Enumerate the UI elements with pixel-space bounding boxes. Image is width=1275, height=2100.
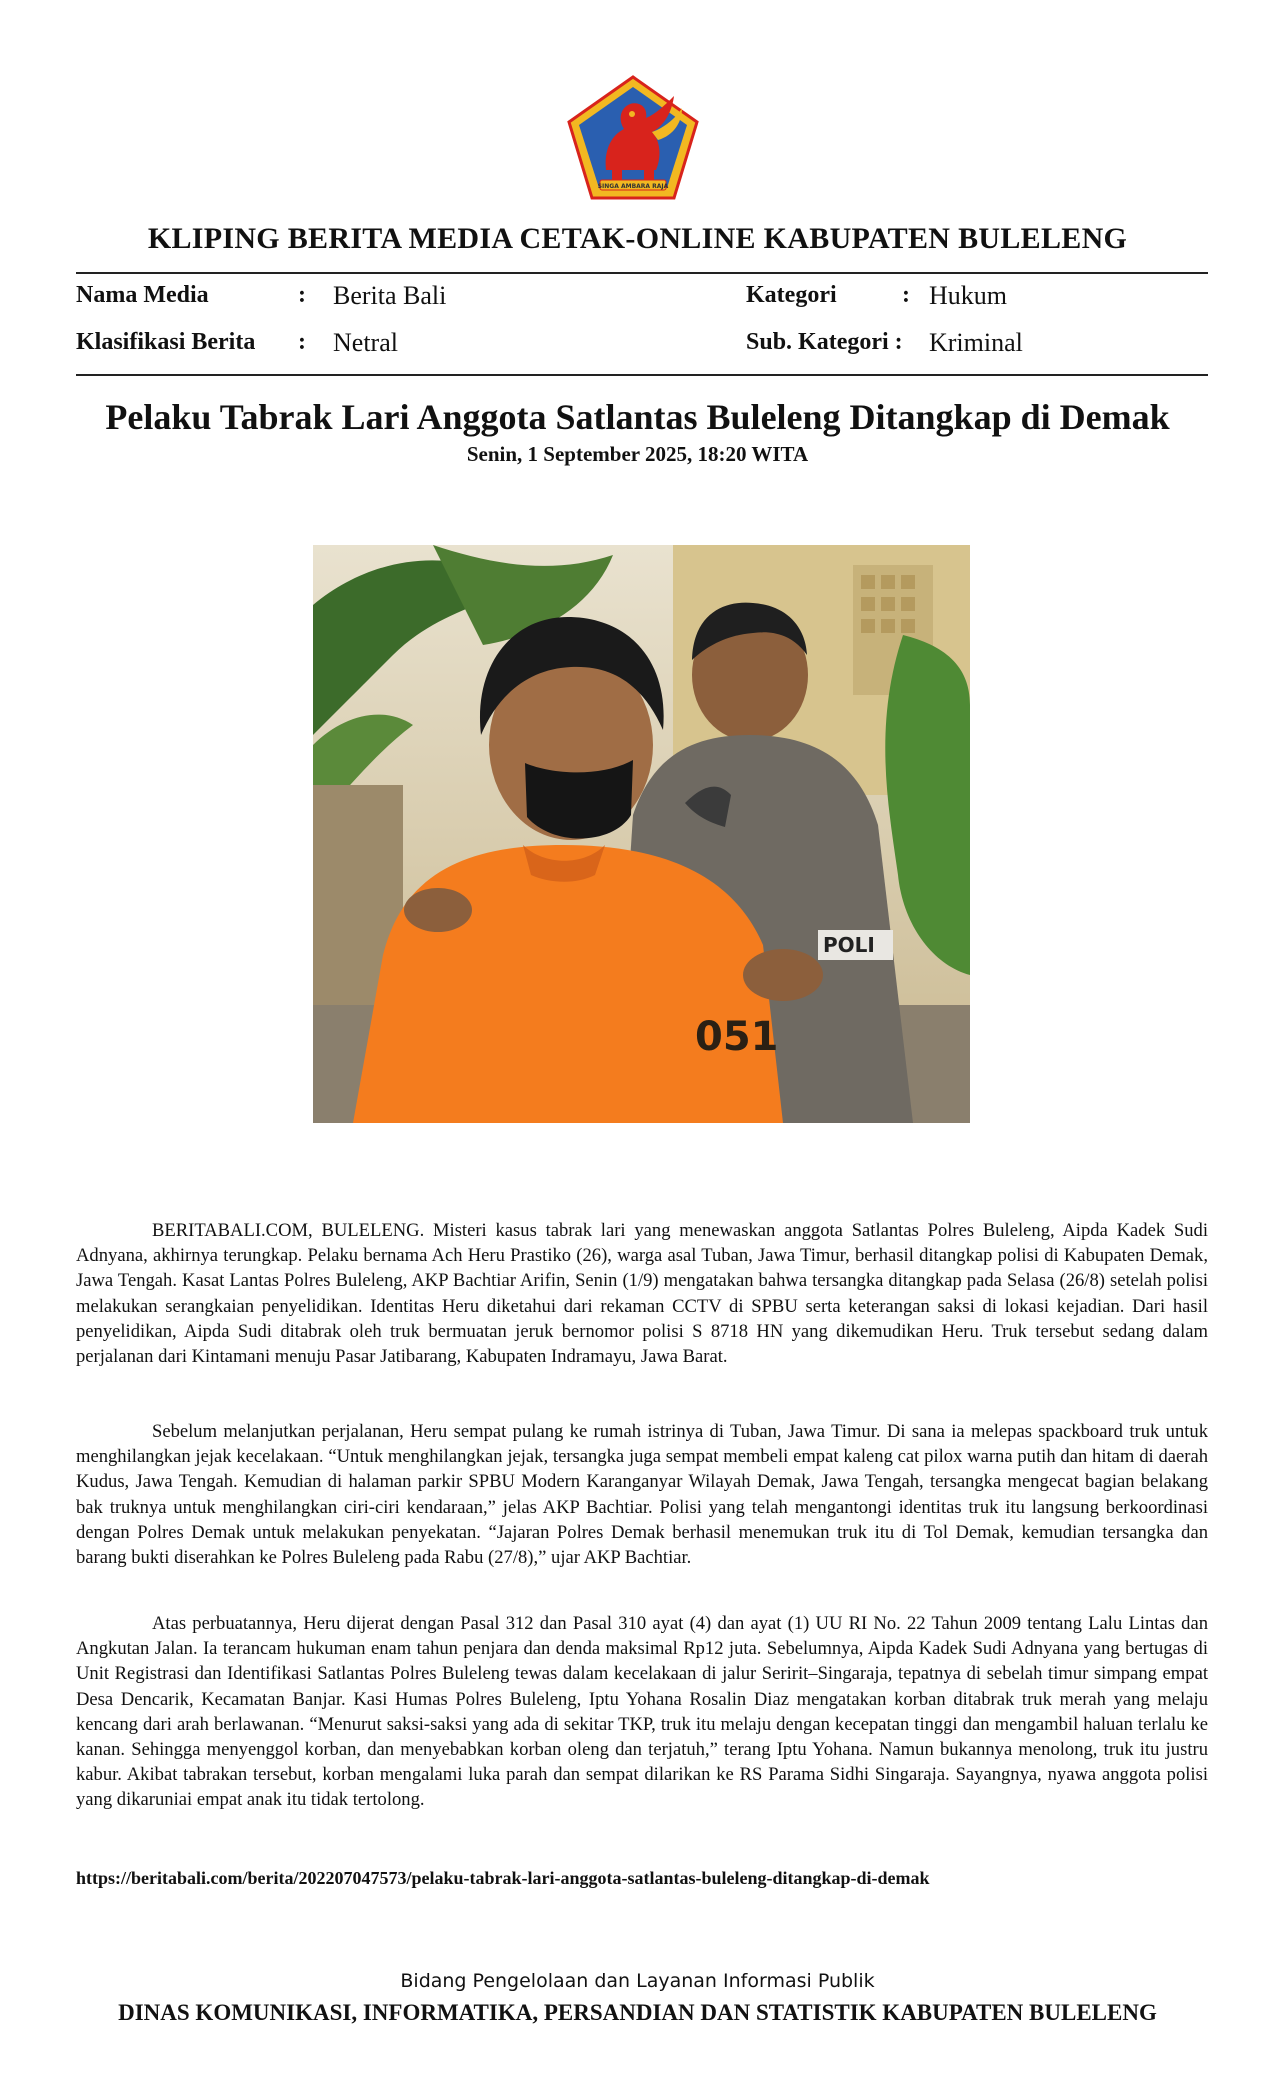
- footer-agency: DINAS KOMUNIKASI, INFORMATIKA, PERSANDIAN DAN STATISTIK KABUPATEN BULELENG: [118, 2000, 1157, 2025]
- article-paragraph-1: BERITABALI.COM, BULELENG. Misteri kasus tabrak lari yang menewaskan anggota Satlantas Polres Buleleng, Aipda Kadek Sudi Adnyana, akhirnya terungkap. Pelaku bernama Ach Heru Prastiko (26), warga asal Tuban, Jawa Timur, berhasil ditangkap polisi di Kabupaten Demak, Jawa Tengah. Kasat Lantas Polres Buleleng, AKP Bachtiar Arifin, Senin (1/9) mengatakan bahwa tersangka ditangkap pada Selasa (26/8) setelah polisi melakukan serangkaian penyelidikan. Identitas Heru diketahui dari rekaman CCTV di SPBU serta keterangan saksi di lokasi kejadian. Dari hasil penyelidikan, Aipda Sudi ditabrak oleh truk bermuatan jeruk bernomor polisi S 8718 HN yang dikemudikan Heru. Truk tersebut sedang dalam perjalanan dari Kintamani menuju Pasar Jatibarang, Kabupaten Indramayu, Jawa Barat.: [76, 1220, 1208, 1368]
- kategori-label: Kategori: [746, 282, 837, 308]
- article-title: Pelaku Tabrak Lari Anggota Satlantas Buleleng Ditangkap di Demak: [105, 397, 1170, 437]
- source-url-link[interactable]: https://beritabali.com/berita/202207047573/pelaku-tabrak-lari-anggota-satlantas-buleleng-ditangkap-di-demak: [76, 1868, 930, 1888]
- klasifikasi-berita-label: Klasifikasi Berita: [76, 329, 256, 355]
- kategori-colon: :: [902, 282, 910, 308]
- buleleng-emblem-logo: [566, 74, 700, 202]
- footer-department: Bidang Pengelolaan dan Layanan Informasi Publik: [400, 1970, 875, 1992]
- nama-media-colon: :: [298, 282, 306, 308]
- nama-media-value: Berita Bali: [333, 281, 447, 310]
- svg-text:POLI: POLI: [823, 933, 875, 957]
- header-divider-bottom: [76, 374, 1208, 376]
- article-paragraph-2: Sebelum melanjutkan perjalanan, Heru sempat pulang ke rumah istrinya di Tuban, Jawa Timur. Di sana ia melepas spackboard truk untuk menghilangkan jejak kecelakaan. “Untuk menghilangkan jejak, tersangka juga sempat membeli empat kaleng cat pilox warna putih dan hitam di daerah Kudus, Jawa Tengah. Kemudian di halaman parkir SPBU Modern Karanganyar Wilayah Demak, Jawa Tengah, tersangka mengecat bagian belakang bak truknya untuk menghilangkan ciri-ciri kendaraan,” jelas AKP Bachtiar. Polisi yang telah mengantongi identitas truk itu langsung berkoordinasi dengan Polres Demak untuk melakukan penyekatan. “Jajaran Polres Demak berhasil menemukan truk itu di Tol Demak, kemudian tersangka dan barang bukti diserahkan ke Polres Buleleng pada Rabu (27/8),” ujar AKP Bachtiar.: [76, 1421, 1208, 1569]
- sub-kategori-label: Sub. Kategori :: [746, 329, 903, 355]
- svg-text:051: 051: [695, 1014, 779, 1060]
- nama-media-label: Nama Media: [76, 282, 209, 308]
- article-photo: [313, 545, 970, 1123]
- article-paragraph-3: Atas perbuatannya, Heru dijerat dengan Pasal 312 dan Pasal 310 ayat (4) dan ayat (1) UU RI No. 22 Tahun 2009 tentang Lalu Lintas dan Angkutan Jalan. Ia terancam hukuman enam tahun penjara dan denda maksimal Rp12 juta. Sebelumnya, Aipda Kadek Sudi Adnyana yang bertugas di Unit Registrasi dan Identifikasi Satlantas Polres Buleleng tewas dalam kecelakaan di jalur Seririt–Singaraja, tepatnya di sebelah timur simpang empat Desa Dencarik, Kecamatan Banjar. Kasi Humas Polres Buleleng, Iptu Yohana Rosalin Diaz mengatakan korban ditabrak truk merah yang melaju kencang dari arah berlawanan. “Menurut saksi-saksi yang ada di sekitar TKP, truk itu melaju dengan kecepatan tinggi dan mengambil haluan terlalu ke kanan. Sehingga menyenggol korban, dan menyebabkan korban oleng dan terjatuh,” terang Iptu Yohana. Namun bukannya menolong, truk itu justru kabur. Akibat tabrakan tersebut, korban mengalami luka parah dan sempat dilarikan ke RS Parama Sidhi Singaraja. Sayangnya, nyawa anggota polisi yang dikaruniai empat anak itu tidak tertolong.: [76, 1613, 1208, 1811]
- kategori-value: Hukum: [929, 281, 1007, 310]
- svg-text:SINGA AMBARA RAJA: SINGA AMBARA RAJA: [597, 183, 669, 190]
- sub-kategori-value: Kriminal: [929, 328, 1023, 357]
- clipping-header-title: KLIPING BERITA MEDIA CETAK-ONLINE KABUPATEN BULELENG: [147, 222, 1128, 255]
- article-date: Senin, 1 September 2025, 18:20 WITA: [466, 442, 809, 466]
- klasifikasi-berita-value: Netral: [333, 328, 398, 357]
- header-divider-top: [76, 272, 1208, 274]
- klasifikasi-berita-colon: :: [298, 329, 306, 355]
